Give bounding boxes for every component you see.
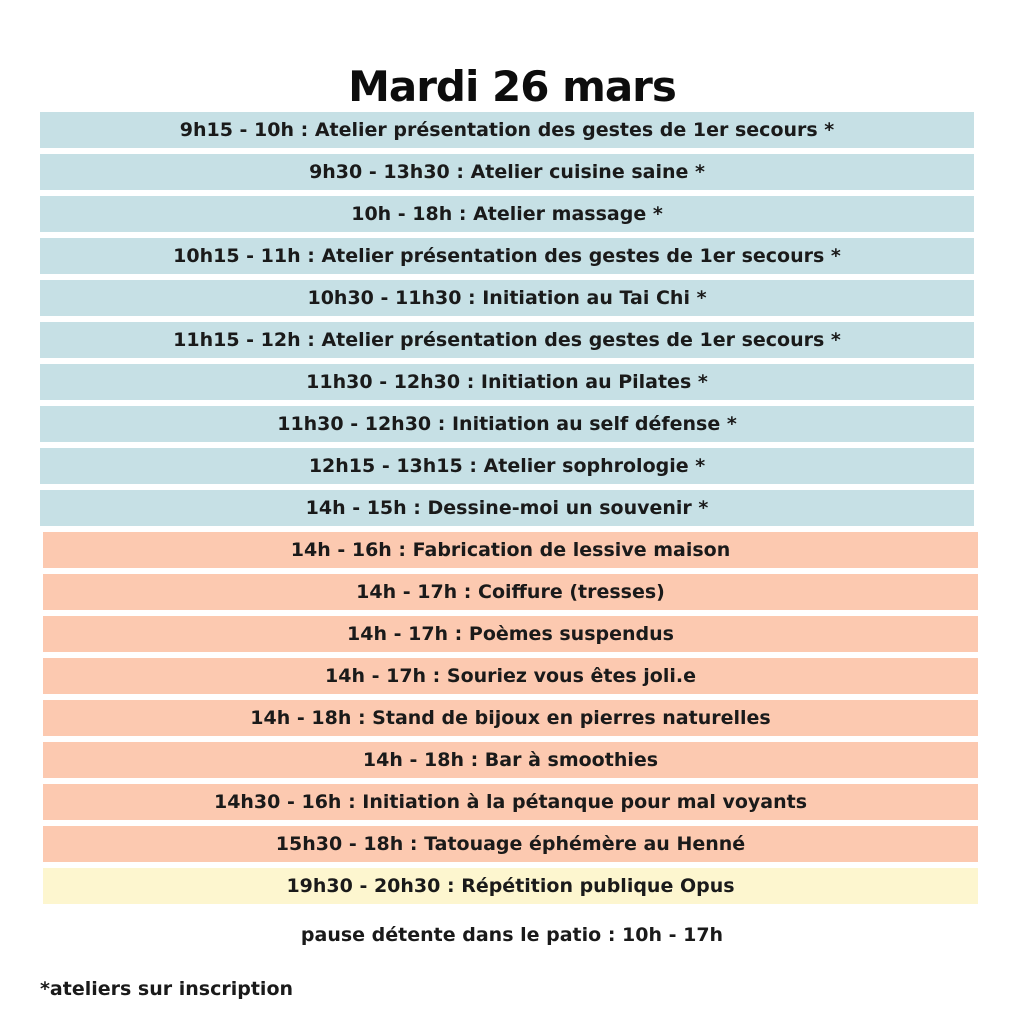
page-title: Mardi 26 mars <box>348 62 676 112</box>
schedule-row: 14h - 18h : Stand de bijoux en pierres naturelles <box>43 700 978 736</box>
schedule-row: 14h - 15h : Dessine-moi un souvenir * <box>40 490 974 526</box>
schedule-row: 11h30 - 12h30 : Initiation au Pilates * <box>40 364 974 400</box>
schedule-row: 10h15 - 11h : Atelier présentation des gestes de 1er secours * <box>40 238 974 274</box>
footnote: *ateliers sur inscription <box>40 978 294 1000</box>
schedule-list <box>40 112 978 910</box>
schedule-row: 9h15 - 10h : Atelier présentation des gestes de 1er secours * <box>40 112 974 148</box>
schedule-row: 15h30 - 18h : Tatouage éphémère au Henné <box>43 826 978 862</box>
schedule-row: 19h30 - 20h30 : Répétition publique Opus <box>43 868 978 904</box>
pause-note: pause détente dans le patio : 10h - 17h <box>300 924 724 946</box>
schedule-row: 10h30 - 11h30 : Initiation au Tai Chi * <box>40 280 974 316</box>
schedule-row: 9h30 - 13h30 : Atelier cuisine saine * <box>40 154 974 190</box>
schedule-row: 12h15 - 13h15 : Atelier sophrologie * <box>40 448 974 484</box>
schedule-row: 14h - 16h : Fabrication de lessive maison <box>43 532 978 568</box>
schedule-row: 11h15 - 12h : Atelier présentation des gestes de 1er secours * <box>40 322 974 358</box>
schedule-row: 10h - 18h : Atelier massage * <box>40 196 974 232</box>
schedule-row: 14h30 - 16h : Initiation à la pétanque pour mal voyants <box>43 784 978 820</box>
schedule-row: 14h - 17h : Souriez vous êtes joli.e <box>43 658 978 694</box>
schedule-row: 11h30 - 12h30 : Initiation au self défense * <box>40 406 974 442</box>
schedule-row: 14h - 17h : Poèmes suspendus <box>43 616 978 652</box>
schedule-row: 14h - 18h : Bar à smoothies <box>43 742 978 778</box>
schedule-row: 14h - 17h : Coiffure (tresses) <box>43 574 978 610</box>
